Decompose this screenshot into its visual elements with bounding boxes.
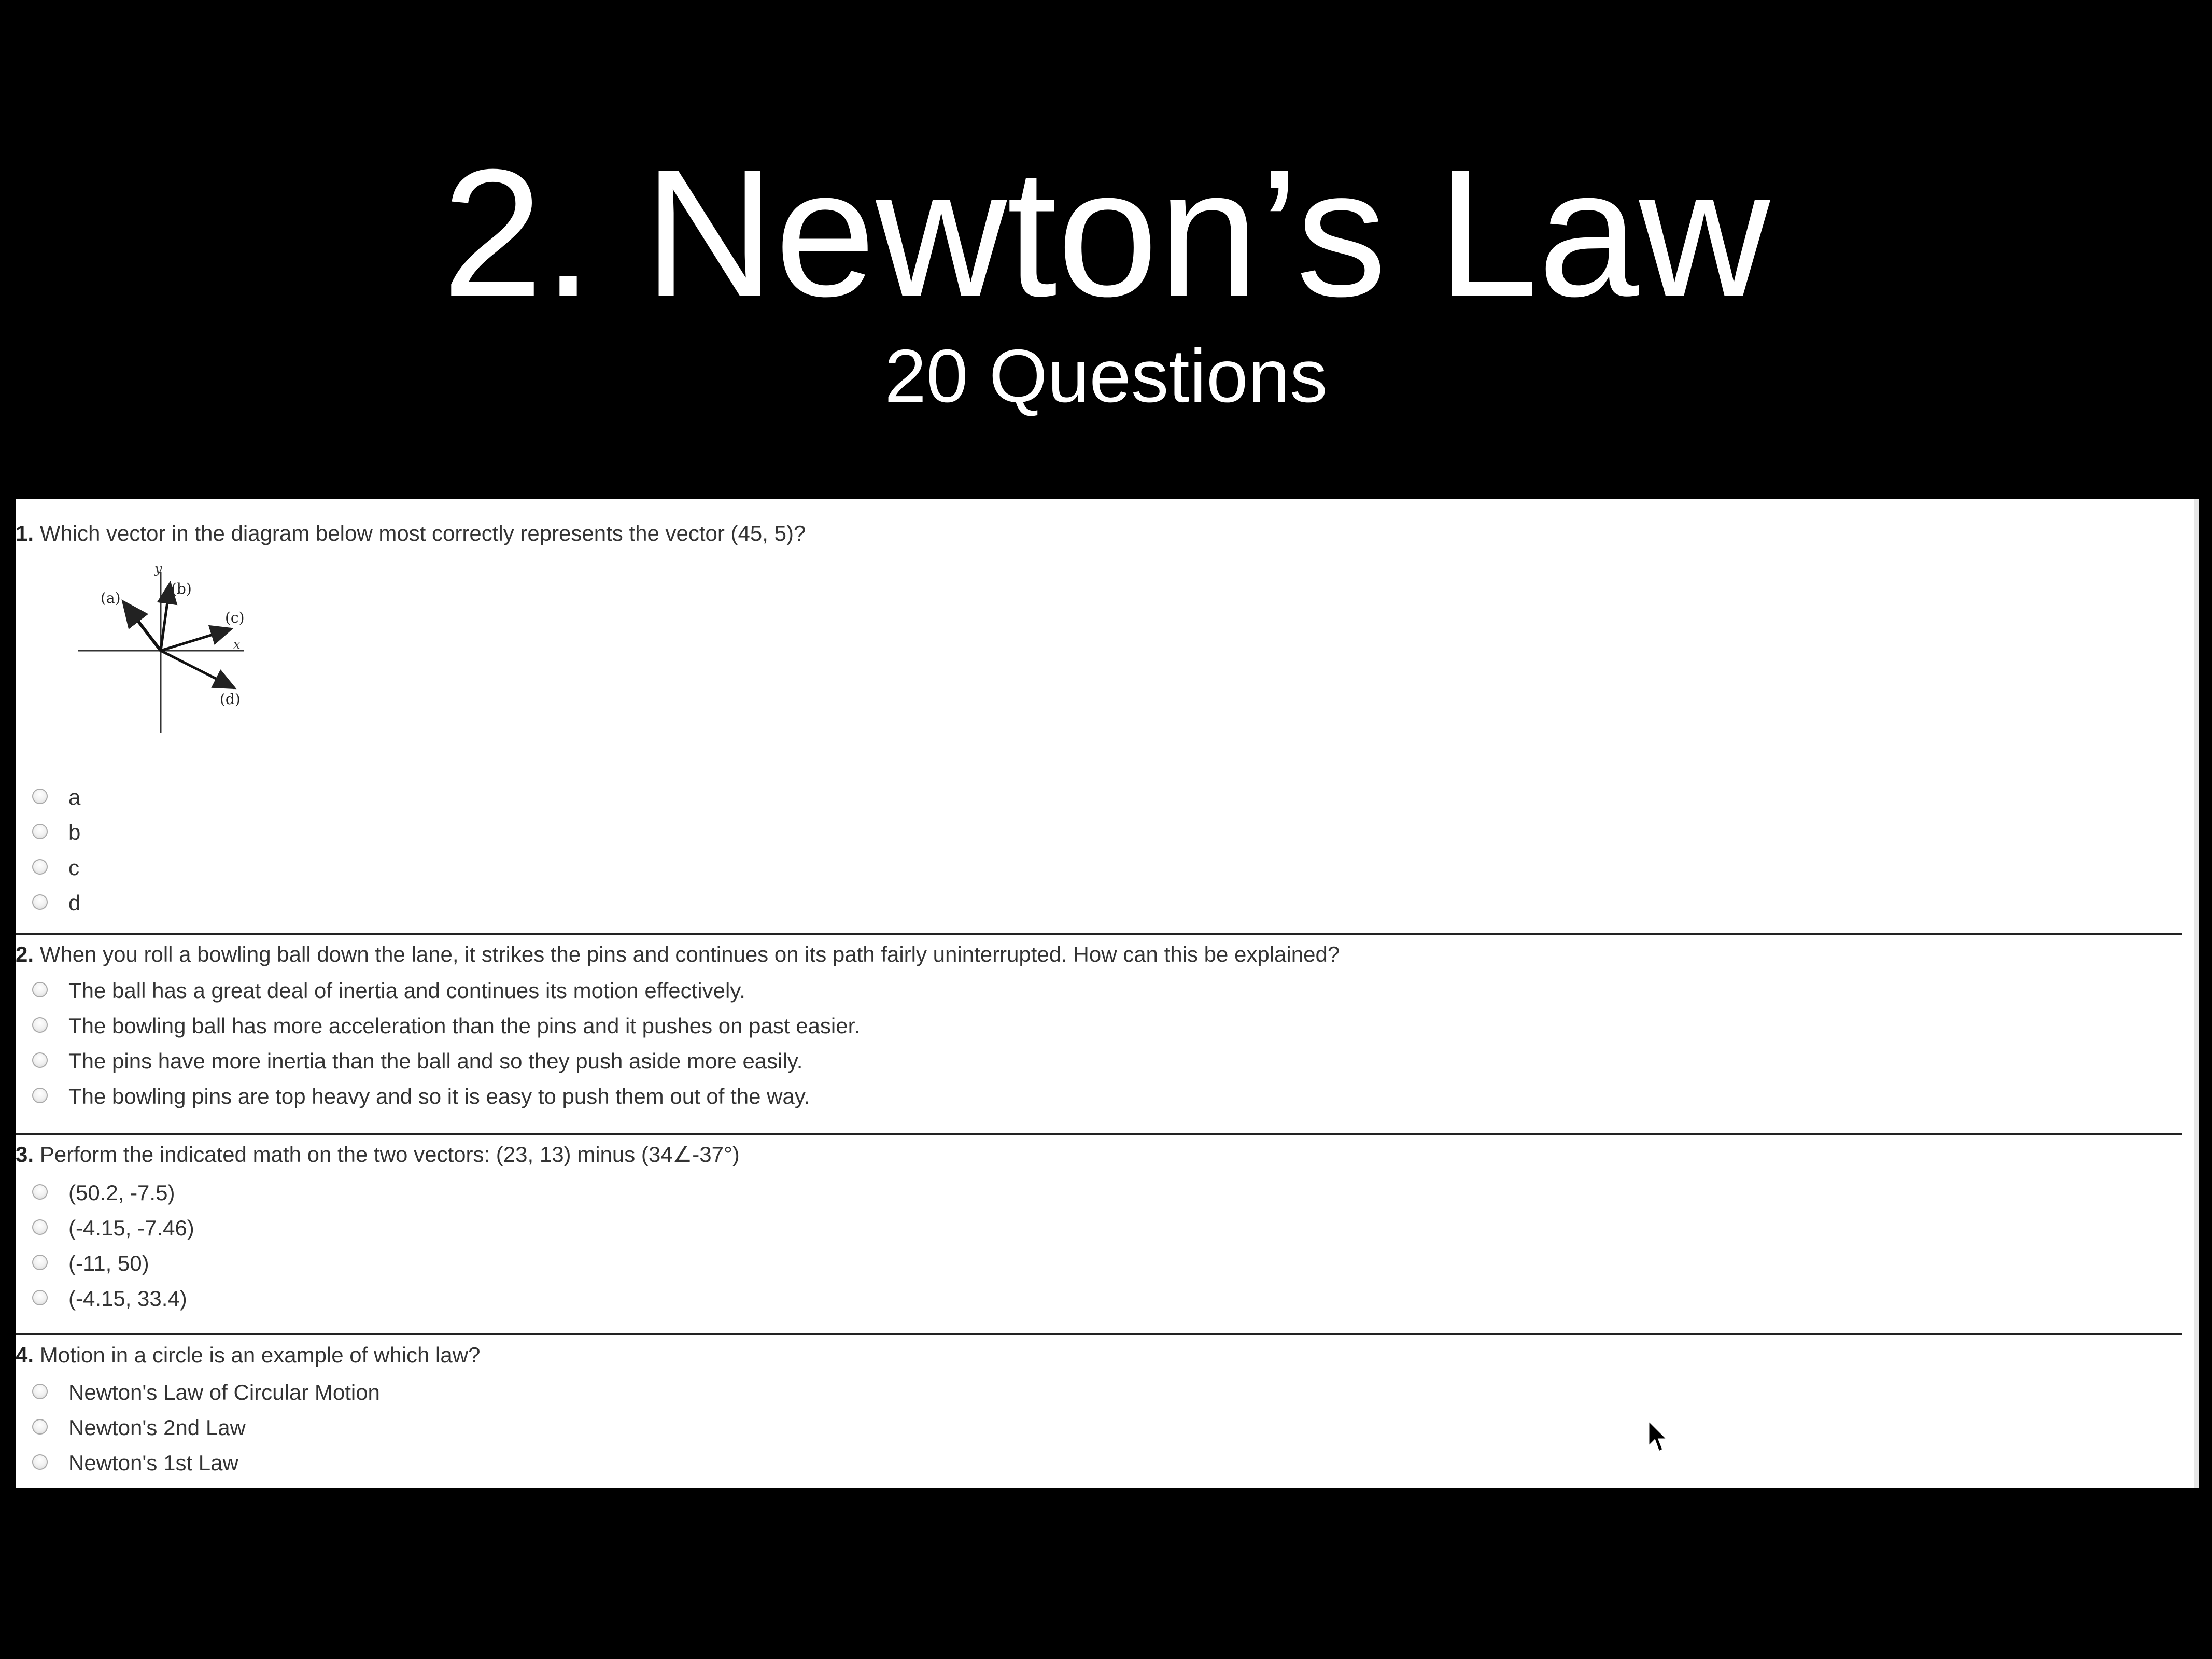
q3-option-1[interactable] — [16, 1177, 1363, 1208]
q4-option-1[interactable] — [16, 1377, 1363, 1408]
y-axis-label: y — [154, 561, 162, 577]
vector-a-label: (a) — [101, 589, 121, 607]
radio-button[interactable] — [32, 859, 48, 875]
question-4-number: 4. — [16, 1343, 34, 1367]
q4-option-2[interactable] — [16, 1412, 1363, 1443]
option-label: b — [68, 820, 81, 845]
q2-option-2[interactable] — [16, 1010, 1363, 1042]
vector-a — [123, 602, 161, 651]
radio-button[interactable] — [32, 1088, 48, 1103]
question-3-text — [16, 1141, 740, 1168]
vector-d — [161, 651, 234, 688]
option-label: Newton's Law of Circular Motion — [68, 1380, 380, 1404]
radio-button[interactable] — [32, 1219, 48, 1235]
option-label: The bowling pins are top heavy and so it is easy to push them out of the way. — [68, 1084, 810, 1108]
radio-button[interactable] — [32, 982, 48, 997]
radio-button[interactable] — [32, 1052, 48, 1068]
radio-button[interactable] — [32, 894, 48, 910]
radio-button[interactable] — [32, 1017, 48, 1033]
quiz-panel — [16, 499, 2198, 1488]
vector-diagram — [57, 561, 275, 758]
q2-option-4[interactable] — [16, 1081, 1363, 1112]
radio-button[interactable] — [32, 1419, 48, 1435]
radio-button[interactable] — [32, 1454, 48, 1470]
question-2-text — [16, 941, 1340, 968]
question-2-prompt: When you roll a bowling ball down the lane, it strikes the pins and continues on its path fairly uninterrupted. How can this be explained? — [39, 942, 1340, 966]
option-label: c — [68, 855, 79, 880]
q1-option-a[interactable] — [16, 782, 1363, 813]
option-label: Newton's 2nd Law — [68, 1415, 246, 1440]
radio-button[interactable] — [32, 1184, 48, 1200]
question-4-prompt: Motion in a circle is an example of which law? — [39, 1343, 481, 1367]
question-1-number: 1. — [16, 521, 34, 545]
q1-option-d[interactable] — [16, 888, 1363, 919]
radio-button[interactable] — [32, 789, 48, 804]
option-label: d — [68, 891, 81, 915]
question-3-number: 3. — [16, 1142, 34, 1166]
panel-scroll-edge — [2194, 499, 2199, 1488]
vector-d-label: (d) — [220, 691, 241, 708]
x-axis-label: x — [233, 637, 241, 652]
q2-option-3[interactable] — [16, 1046, 1363, 1077]
slide-title: 2. Newton’s Law — [442, 132, 1770, 334]
vector-c — [161, 629, 231, 651]
question-4 — [16, 1335, 2182, 1488]
option-label: The ball has a great deal of inertia and continues its motion effectively. — [68, 978, 745, 1003]
q3-option-2[interactable] — [16, 1213, 1363, 1244]
option-label: Newton's 1st Law — [68, 1451, 238, 1475]
option-label: (-4.15, 33.4) — [68, 1286, 187, 1311]
radio-button[interactable] — [32, 824, 48, 839]
option-label: The pins have more inertia than the ball and so they push aside more easily. — [68, 1049, 803, 1073]
slide-subtitle: 20 Questions — [884, 334, 1328, 418]
option-label: (50.2, -7.5) — [68, 1180, 175, 1205]
q4-option-3[interactable] — [16, 1447, 1363, 1479]
question-3-prompt: Perform the indicated math on the two vectors: (23, 13) minus (34∠-37°) — [39, 1142, 740, 1166]
question-2 — [16, 935, 2182, 1132]
question-4-text — [16, 1342, 480, 1369]
vector-c-label: (c) — [225, 609, 245, 626]
vector-b — [161, 583, 170, 651]
option-label: (-11, 50) — [68, 1251, 149, 1275]
q2-option-1[interactable] — [16, 975, 1363, 1006]
radio-button[interactable] — [32, 1255, 48, 1270]
vector-b-label: (b) — [171, 580, 192, 597]
question-1-prompt: Which vector in the diagram below most correctly represents the vector (45, 5)? — [39, 521, 806, 545]
mouse-cursor-icon — [1647, 1419, 1670, 1454]
radio-button[interactable] — [32, 1384, 48, 1399]
option-label: a — [68, 785, 81, 809]
radio-button[interactable] — [32, 1290, 48, 1305]
option-label: The bowling ball has more acceleration than the pins and it pushes on past easier. — [68, 1014, 860, 1038]
q1-option-c[interactable] — [16, 852, 1363, 883]
q1-option-b[interactable] — [16, 817, 1363, 848]
q3-option-4[interactable] — [16, 1283, 1363, 1314]
question-3 — [16, 1135, 2182, 1332]
question-1-text — [16, 520, 806, 547]
option-label: (-4.15, -7.46) — [68, 1216, 194, 1240]
q3-option-3[interactable] — [16, 1248, 1363, 1279]
question-2-number: 2. — [16, 942, 34, 966]
question-1 — [16, 499, 2182, 930]
